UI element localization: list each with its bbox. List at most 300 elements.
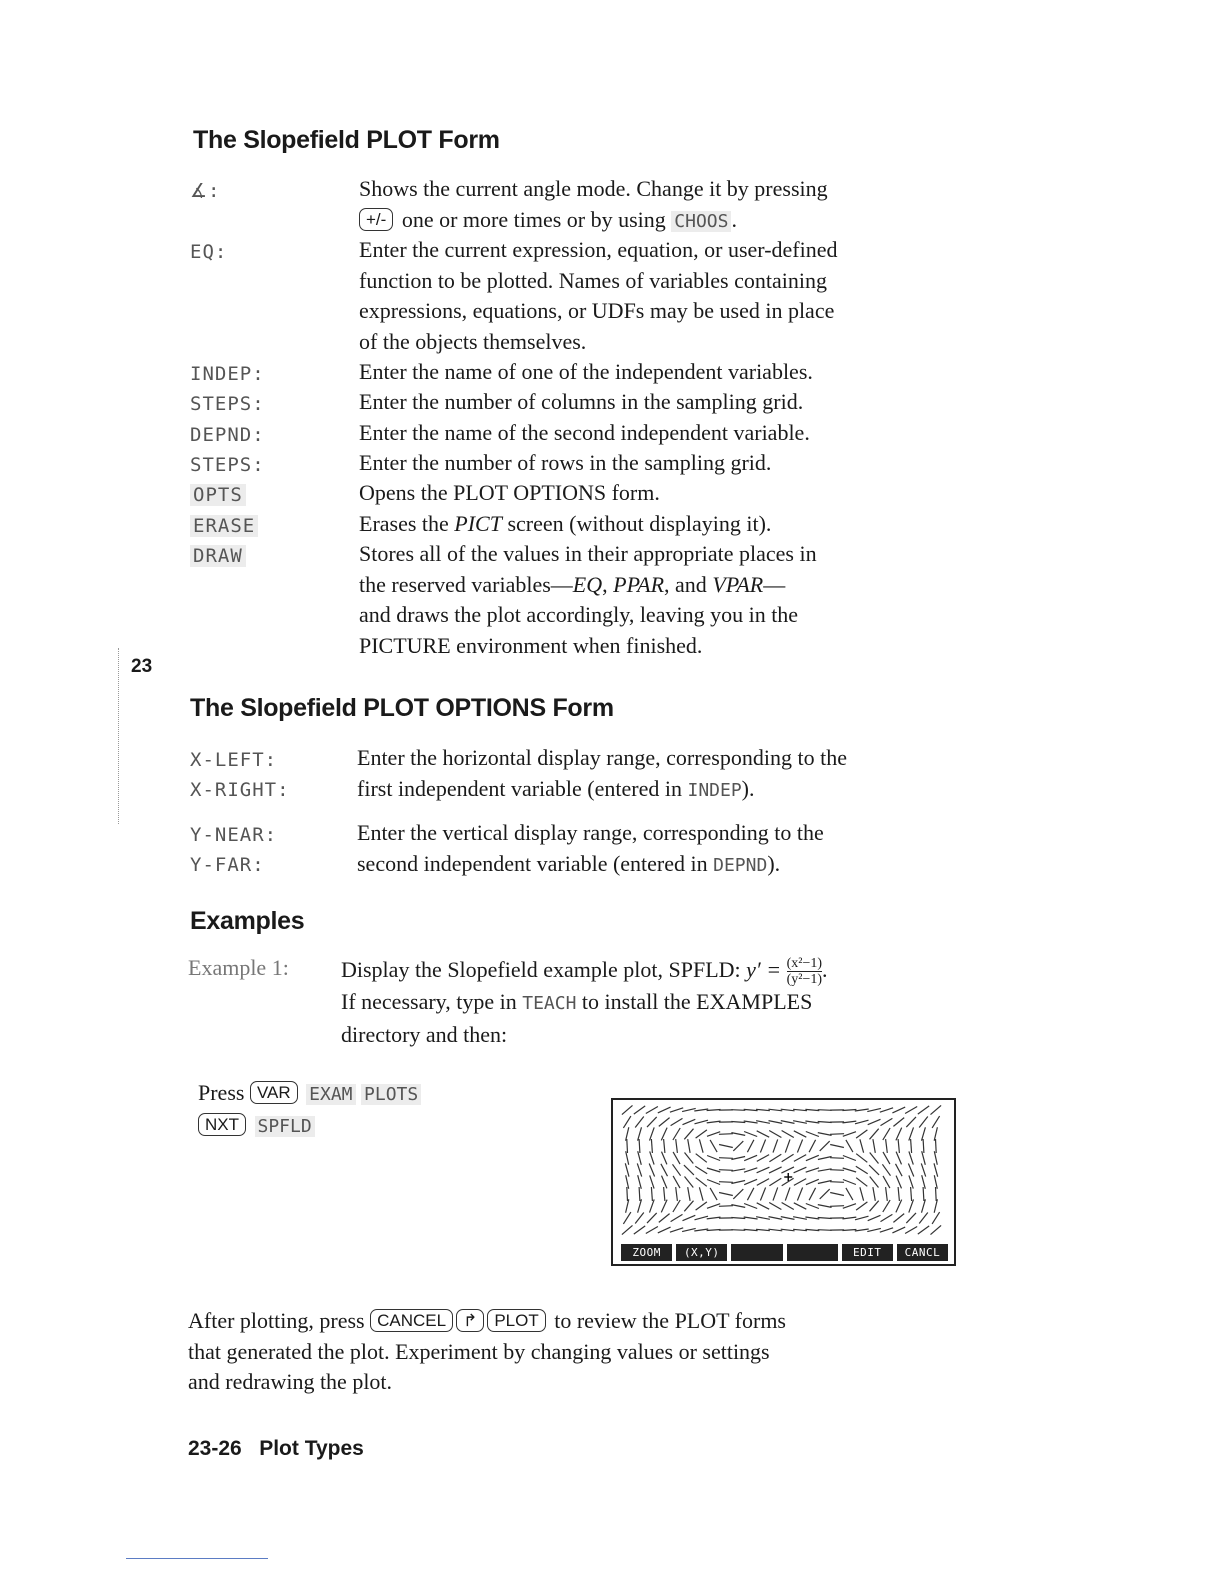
slope-segment <box>773 1139 778 1152</box>
slope-segment <box>856 1166 868 1173</box>
slope-segment <box>744 1179 757 1184</box>
menu-key-draw: DRAW <box>190 545 246 567</box>
slope-segment <box>856 1178 867 1187</box>
slope-segment <box>650 1175 654 1188</box>
slope-segment <box>843 1217 857 1219</box>
slope-segment <box>707 1230 721 1231</box>
desc-text: one or more times or by using <box>396 206 672 232</box>
slope-segment <box>873 1187 875 1201</box>
slope-segment <box>769 1131 781 1138</box>
slope-segment <box>830 1158 844 1159</box>
slope-segment <box>870 1201 879 1212</box>
desc-line <box>357 849 1007 882</box>
desc-italic: VPAR <box>712 571 764 597</box>
slope-segment <box>673 1176 680 1188</box>
slope-segment <box>931 1225 942 1234</box>
desc-text: ). <box>767 850 781 876</box>
slope-segment <box>909 1151 913 1164</box>
slope-segment <box>893 1214 904 1223</box>
slope-segment <box>659 1214 670 1223</box>
slope-segment <box>696 1202 707 1210</box>
slope-segment <box>695 1216 709 1220</box>
slope-segment <box>898 1187 899 1201</box>
slope-segment <box>719 1145 733 1148</box>
slope-segment <box>906 1213 916 1223</box>
slope-segment <box>896 1200 902 1213</box>
inline-code-teach: TEACH <box>522 993 577 1015</box>
slope-segment <box>676 1187 678 1201</box>
slope-segment <box>880 1108 893 1112</box>
desc-text: After plotting, press <box>188 1308 371 1333</box>
slope-segment <box>769 1154 781 1161</box>
slope-segment <box>842 1110 856 1111</box>
slope-segment <box>931 1105 942 1114</box>
desc-text: screen (without displaying it). <box>501 511 772 536</box>
slope-segment <box>756 1121 770 1124</box>
slope-segment <box>883 1152 890 1164</box>
desc-text: — <box>763 571 786 597</box>
slope-segment <box>626 1199 629 1213</box>
slope-segment <box>658 1227 671 1233</box>
slope-segment <box>922 1151 926 1165</box>
slope-segment <box>707 1180 720 1185</box>
slope-segment <box>793 1109 807 1110</box>
slope-segment <box>882 1164 890 1175</box>
screen-menu-zoom: ZOOM <box>621 1244 672 1261</box>
slope-segment <box>731 1157 745 1160</box>
slope-segment <box>696 1178 707 1187</box>
slope-segment <box>794 1155 806 1162</box>
slope-segment <box>623 1212 631 1224</box>
slope-segment <box>806 1132 819 1137</box>
desc-line <box>359 205 999 238</box>
desc-line: Enter the current expression, equation, or user-defined <box>359 237 838 262</box>
slope-segment <box>699 1139 703 1152</box>
slope-segment <box>781 1109 795 1111</box>
slope-segment <box>843 1132 856 1137</box>
example-desc <box>341 955 1021 1050</box>
slope-segment <box>651 1139 652 1153</box>
menu-label-spfld: SPFLD <box>255 1116 315 1137</box>
slope-segment <box>892 1227 905 1233</box>
slope-segment <box>870 1129 879 1140</box>
slope-segment <box>785 1139 790 1152</box>
desc-italic: PPAR <box>613 571 665 597</box>
slope-segment <box>671 1214 683 1221</box>
slope-segment <box>855 1109 869 1111</box>
keystroke-line-2 <box>198 1110 315 1143</box>
slope-segment <box>638 1175 642 1189</box>
desc-line: Shows the current angle mode. Change it by pressing <box>359 176 828 201</box>
slope-segment <box>769 1217 783 1220</box>
slope-segment <box>707 1132 720 1137</box>
slope-segment <box>934 1163 938 1176</box>
slope-segment <box>707 1168 720 1172</box>
slope-segment <box>744 1121 758 1123</box>
slope-segment <box>843 1180 856 1185</box>
field-key-indep: INDEP: <box>190 363 265 385</box>
slope-segment <box>818 1133 832 1136</box>
slope-segment <box>880 1228 893 1232</box>
slope-segment <box>843 1156 856 1161</box>
slope-segment <box>707 1110 721 1111</box>
slope-segment <box>622 1225 633 1234</box>
slope-segment <box>760 1140 765 1153</box>
field-desc-opts: Opens the PLOT OPTIONS form. <box>359 480 660 505</box>
chapter-tab: 23 <box>131 656 153 677</box>
slope-segment <box>744 1229 758 1230</box>
screen-menu-cancl: CANCL <box>897 1244 948 1261</box>
slope-segment <box>684 1129 693 1140</box>
slope-segment <box>673 1128 680 1140</box>
slope-segment <box>896 1176 901 1189</box>
slope-segment <box>731 1230 745 1231</box>
menu-key-opts: OPTS <box>190 484 246 506</box>
slope-segment <box>647 1213 657 1223</box>
slope-segment <box>860 1187 864 1200</box>
slope-segment <box>684 1165 694 1175</box>
after-plotting-text <box>188 1306 988 1398</box>
desc-line: PICTURE environment when finished. <box>359 632 703 658</box>
slope-segment <box>846 1140 853 1152</box>
slope-segment <box>906 1117 916 1127</box>
slope-segment <box>683 1119 696 1124</box>
slope-segment <box>682 1228 696 1231</box>
field-desc-steps-1: Enter the number of columns in the sampling grid. <box>359 389 804 414</box>
slope-segment <box>820 1189 830 1199</box>
desc-line: of the objects themselves. <box>359 328 587 354</box>
slope-segment <box>809 1140 816 1152</box>
slope-segment <box>768 1229 782 1231</box>
slope-segment <box>731 1110 745 1111</box>
slope-segment <box>820 1141 830 1151</box>
slope-segment <box>818 1181 832 1184</box>
slope-segment <box>934 1199 937 1213</box>
slope-segment <box>699 1187 703 1200</box>
slope-segment <box>797 1188 802 1201</box>
slope-segment <box>856 1202 867 1210</box>
slope-segment <box>638 1199 642 1212</box>
slope-segment <box>649 1164 654 1177</box>
slope-segment <box>934 1151 937 1165</box>
slope-segment <box>696 1130 707 1138</box>
slope-segment <box>898 1139 899 1153</box>
slope-segment <box>908 1164 913 1177</box>
desc-text: the reserved variables— <box>359 571 573 597</box>
field-desc-angle <box>359 174 999 237</box>
slope-segment <box>932 1212 940 1224</box>
slope-segment <box>856 1130 867 1138</box>
slope-segment <box>843 1204 856 1209</box>
slope-segment <box>719 1158 733 1159</box>
slope-segment <box>647 1117 657 1127</box>
slope-segment <box>923 1139 924 1153</box>
slope-segment <box>806 1168 819 1172</box>
slope-segment <box>905 1227 917 1234</box>
slope-segment <box>638 1127 642 1140</box>
desc-text: to review the PLOT forms <box>548 1308 786 1333</box>
field-key-x-right: X-RIGHT: <box>190 779 290 801</box>
plusminus-key: +/- <box>359 208 393 231</box>
slope-segment <box>806 1204 819 1209</box>
field-desc-x-range <box>357 743 1007 806</box>
slope-segment <box>869 1165 879 1175</box>
slope-segment <box>622 1105 633 1114</box>
slope-segment <box>936 1139 937 1153</box>
desc-text: , and <box>664 571 713 597</box>
slope-segment <box>918 1106 929 1114</box>
slope-segment <box>673 1152 680 1164</box>
desc-text: . <box>731 206 737 232</box>
slope-segment <box>733 1189 743 1199</box>
slope-segment <box>670 1108 683 1112</box>
slope-segment <box>794 1131 807 1137</box>
slope-segment <box>650 1151 654 1164</box>
fraction-numerator: (x²−1) <box>786 956 822 972</box>
slope-segment <box>818 1169 832 1171</box>
section-title-examples: Examples <box>190 907 305 935</box>
desc-italic: EQ <box>572 571 603 597</box>
slope-segment <box>936 1187 937 1201</box>
slope-segment <box>661 1200 667 1213</box>
slope-segment <box>818 1205 832 1208</box>
slope-segment <box>805 1217 819 1219</box>
slope-segment <box>909 1199 914 1212</box>
slope-segment <box>637 1163 641 1176</box>
slope-segment <box>781 1121 795 1124</box>
slope-segment <box>719 1206 733 1207</box>
var-key: VAR <box>250 1081 298 1104</box>
desc-text: first independent variable (entered in <box>357 775 688 801</box>
menu-label-exam: EXAM <box>306 1084 355 1105</box>
field-key-steps-2: STEPS: <box>190 454 265 476</box>
calculator-screen <box>611 1098 956 1266</box>
slope-segment <box>731 1169 745 1171</box>
slope-segment <box>769 1167 782 1173</box>
slope-segment <box>673 1164 681 1175</box>
slope-segment <box>793 1121 807 1124</box>
slope-segment <box>744 1217 758 1219</box>
slope-segment <box>757 1167 770 1173</box>
slope-segment <box>918 1226 929 1234</box>
desc-line: Stores all of the values in their appropriate places in <box>359 541 817 566</box>
field-desc-steps-2: Enter the number of rows in the sampling grid. <box>359 450 772 475</box>
field-key-angle: ∡: <box>190 180 221 202</box>
slope-segment <box>707 1204 720 1209</box>
slope-segment <box>809 1188 816 1200</box>
slope-segment <box>781 1167 794 1173</box>
slope-segment <box>757 1203 770 1209</box>
desc-line: Enter the vertical display range, corresponding to the <box>357 820 824 845</box>
slope-segment <box>695 1166 707 1173</box>
slope-segment <box>856 1154 867 1163</box>
slope-segment <box>883 1200 890 1212</box>
slope-segment <box>756 1229 770 1230</box>
field-key-x-left: X-LEFT: <box>190 749 278 771</box>
desc-text: , <box>602 571 614 597</box>
bottom-rule <box>126 1558 268 1559</box>
slope-segment <box>911 1139 912 1153</box>
chapter-side-bar <box>118 648 123 824</box>
slope-segment <box>719 1182 733 1183</box>
slope-segment <box>626 1151 629 1165</box>
slope-segment <box>794 1167 807 1173</box>
desc-line <box>341 955 1021 987</box>
slope-segment <box>932 1116 940 1128</box>
slope-segment <box>782 1131 794 1138</box>
slope-segment <box>670 1228 683 1232</box>
slope-segment <box>909 1127 914 1140</box>
slope-segment <box>625 1163 629 1176</box>
slope-segment <box>855 1120 869 1124</box>
slope-segment <box>635 1213 644 1224</box>
slope-segment <box>731 1122 745 1123</box>
slope-segment <box>818 1110 832 1111</box>
desc-line: function to be plotted. Names of variables containing <box>359 267 827 293</box>
example-label: Example 1: <box>188 955 289 980</box>
desc-italic-pict: PICT <box>454 511 502 536</box>
field-key-eq: EQ: <box>190 241 228 263</box>
slope-segment <box>830 1182 844 1183</box>
slope-segment <box>756 1109 770 1110</box>
slope-segment <box>846 1188 853 1200</box>
slope-segment <box>719 1134 733 1135</box>
field-key-y-far: Y-FAR: <box>190 854 265 876</box>
slope-segment <box>883 1176 890 1188</box>
slope-segment <box>707 1156 720 1161</box>
desc-text: to install the EXAMPLES <box>576 989 813 1015</box>
slope-segment <box>733 1141 743 1151</box>
slope-segment <box>868 1119 881 1124</box>
slope-segment <box>843 1168 856 1172</box>
slope-segment <box>781 1229 795 1231</box>
slope-segment <box>651 1187 652 1201</box>
field-desc-y-range <box>357 818 1007 881</box>
slope-segment <box>634 1226 645 1234</box>
slope-segment <box>867 1228 881 1231</box>
slope-segment <box>664 1187 665 1201</box>
equation-fraction <box>787 956 822 987</box>
screen-menu-bar <box>621 1244 948 1261</box>
slope-segment <box>744 1109 758 1110</box>
press-label: Press <box>198 1080 245 1105</box>
slope-segment <box>646 1107 658 1114</box>
slope-segment <box>676 1139 678 1153</box>
desc-text: . <box>822 957 828 982</box>
slope-segment <box>760 1188 765 1201</box>
slope-segment <box>919 1213 928 1224</box>
desc-line <box>357 774 1007 807</box>
slope-segment <box>744 1204 757 1209</box>
slope-segment <box>626 1127 629 1141</box>
slope-segment <box>830 1145 844 1148</box>
slope-segment <box>744 1132 757 1137</box>
slope-segment <box>627 1187 628 1201</box>
slope-segment <box>627 1139 628 1153</box>
slope-segment <box>707 1217 721 1219</box>
slope-segment <box>843 1121 857 1123</box>
slope-segment <box>805 1121 819 1123</box>
slope-segment <box>634 1106 645 1114</box>
slope-segment <box>731 1181 745 1184</box>
slope-segment <box>867 1108 881 1111</box>
desc-text: Display the Slopefield example plot, SPFLD: <box>341 957 747 982</box>
keystroke-line-1 <box>198 1078 421 1111</box>
slope-segment <box>794 1179 806 1186</box>
field-desc-erase <box>359 509 999 540</box>
slope-segment <box>806 1179 819 1184</box>
section-title-plot-form: The Slopefield PLOT Form <box>193 126 500 154</box>
slope-segment <box>873 1139 875 1153</box>
page-footer: 23-26 Plot Types <box>188 1437 364 1460</box>
slope-segment <box>673 1200 680 1212</box>
slope-segment <box>818 1218 832 1219</box>
cancel-key: CANCEL <box>370 1309 453 1332</box>
slope-segment <box>881 1214 893 1221</box>
desc-line: directory and then: <box>341 1021 508 1047</box>
slope-segment <box>922 1127 926 1140</box>
slope-segment <box>756 1217 770 1220</box>
slope-segment <box>855 1216 869 1220</box>
slope-segment <box>896 1152 901 1165</box>
slope-segment <box>658 1107 671 1113</box>
desc-text: ). <box>741 775 755 801</box>
slope-segment <box>744 1155 757 1160</box>
slope-segment <box>793 1229 807 1230</box>
slope-segment <box>694 1109 708 1111</box>
slope-segment <box>688 1139 690 1153</box>
slope-segment <box>842 1230 856 1231</box>
slope-segment <box>731 1205 745 1208</box>
slope-segment <box>896 1128 902 1141</box>
slope-segment <box>685 1177 694 1188</box>
slope-segment <box>886 1139 888 1153</box>
field-desc-indep: Enter the name of one of the independent variables. <box>359 359 813 384</box>
slope-segment <box>757 1131 770 1137</box>
slope-segment <box>635 1117 644 1128</box>
slope-segment <box>731 1218 745 1219</box>
slope-segment <box>830 1193 844 1196</box>
slope-segment <box>664 1139 665 1153</box>
slope-segment <box>661 1128 667 1141</box>
slope-segment <box>707 1121 721 1123</box>
slope-segment <box>921 1163 925 1176</box>
slope-segment <box>638 1151 642 1165</box>
desc-line <box>341 987 1021 1020</box>
desc-text: If necessary, type in <box>341 989 523 1015</box>
field-key-steps-1: STEPS: <box>190 393 265 415</box>
slope-segment <box>694 1229 708 1231</box>
slope-segment <box>905 1107 917 1114</box>
slope-segment <box>747 1140 754 1152</box>
slope-segment <box>639 1187 640 1201</box>
slope-segment <box>662 1176 667 1189</box>
slope-segment <box>646 1227 658 1234</box>
slope-segment <box>768 1109 782 1111</box>
desc-line <box>188 1306 988 1337</box>
slope-segment <box>805 1109 819 1110</box>
screen-menu-xy: (X,Y) <box>676 1244 727 1261</box>
slope-segment <box>794 1203 807 1209</box>
slope-segment <box>684 1201 693 1212</box>
slope-segment <box>919 1117 928 1128</box>
section-title-plot-options: The Slopefield PLOT OPTIONS Form <box>190 694 614 722</box>
slope-segment <box>769 1178 781 1185</box>
slope-segment <box>782 1203 794 1210</box>
slope-segment <box>650 1199 655 1212</box>
slope-segment <box>793 1217 807 1220</box>
field-key-y-near: Y-NEAR: <box>190 824 278 846</box>
